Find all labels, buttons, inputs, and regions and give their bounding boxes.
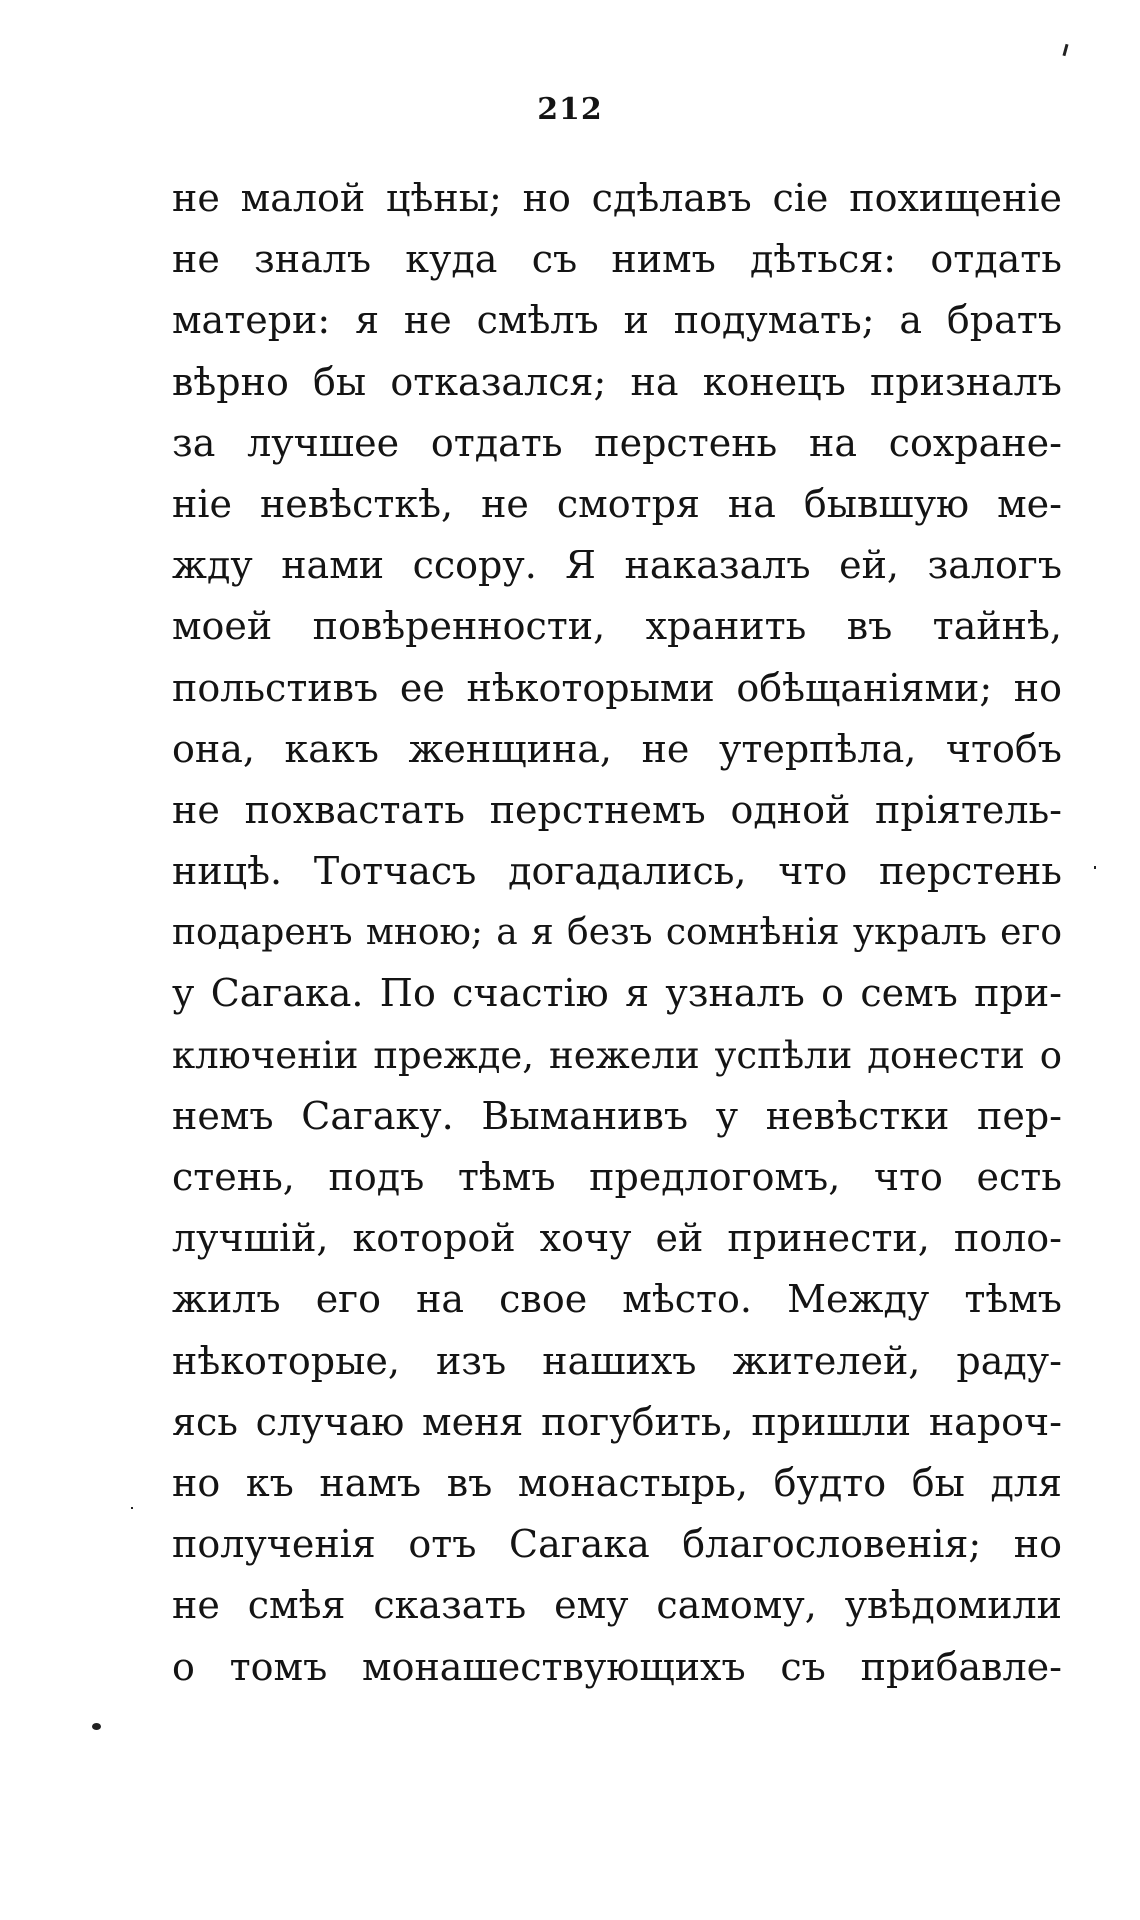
text-line: полученія отъ Сагака благословенія; но bbox=[172, 1522, 1062, 1567]
text-line: жилъ его на свое мѣсто. Между тѣмъ bbox=[172, 1277, 1062, 1322]
text-line: у Сагака. По счастію я узналъ о семъ при- bbox=[172, 971, 1062, 1016]
scan-speck bbox=[92, 1723, 101, 1730]
scan-speck bbox=[1094, 866, 1096, 869]
text-line: лучшій, которой хочу ей принести, поло- bbox=[172, 1216, 1062, 1261]
text-line: моей повѣренности, хранить въ тайнѣ, bbox=[172, 604, 1062, 649]
text-line: стень, подъ тѣмъ предлогомъ, что есть bbox=[172, 1155, 1062, 1199]
text-line: подаренъ мною; а я безъ сомнѣнія укралъ его bbox=[172, 912, 1062, 954]
text-line: жду нами ссору. Я наказалъ ей, залогъ bbox=[172, 543, 1062, 588]
text-line: о томъ монашествующихъ съ прибавле- bbox=[172, 1644, 1062, 1689]
text-line: но къ намъ въ монастырь, будто бы для bbox=[172, 1460, 1062, 1505]
text-line: не смѣя сказать ему самому, увѣдомили bbox=[172, 1583, 1062, 1628]
text-line: нѣкоторые, изъ нашихъ жителей, раду- bbox=[172, 1338, 1062, 1383]
text-line: за лучшее отдать перстень на сохране- bbox=[172, 420, 1062, 465]
text-line: не малой цѣны; но сдѣлавъ сіе похищеніе bbox=[172, 176, 1062, 220]
text-line: ницѣ. Тотчасъ догадались, что перстень bbox=[172, 849, 1062, 894]
text-line: ніе невѣсткѣ, не смотря на бывшую ме- bbox=[172, 481, 1062, 526]
scan-speck bbox=[1062, 44, 1068, 56]
text-line: ключеніи прежде, нежели успѣли донести о bbox=[172, 1033, 1062, 1077]
text-line: матери: я не смѣлъ и подумать; а братъ bbox=[172, 298, 1062, 343]
page-number: 212 bbox=[537, 92, 603, 127]
text-line: немъ Сагаку. Выманивъ у невѣстки пер- bbox=[172, 1093, 1062, 1138]
text-line: она, какъ женщина, не утерпѣла, чтобъ bbox=[172, 726, 1062, 771]
text-line: не похвастать перстнемъ одной пріятель- bbox=[172, 787, 1062, 832]
text-line: вѣрно бы отказался; на конецъ призналъ bbox=[172, 359, 1062, 404]
text-line: польстивъ ее нѣкоторыми обѣщаніями; но bbox=[172, 665, 1062, 710]
scan-speck bbox=[131, 1507, 133, 1509]
body-text bbox=[172, 168, 1062, 1698]
text-line: ясь случаю меня погубить, пришли нароч- bbox=[172, 1399, 1062, 1444]
text-line: не зналъ куда съ нимъ дѣться: отдать bbox=[172, 237, 1062, 282]
